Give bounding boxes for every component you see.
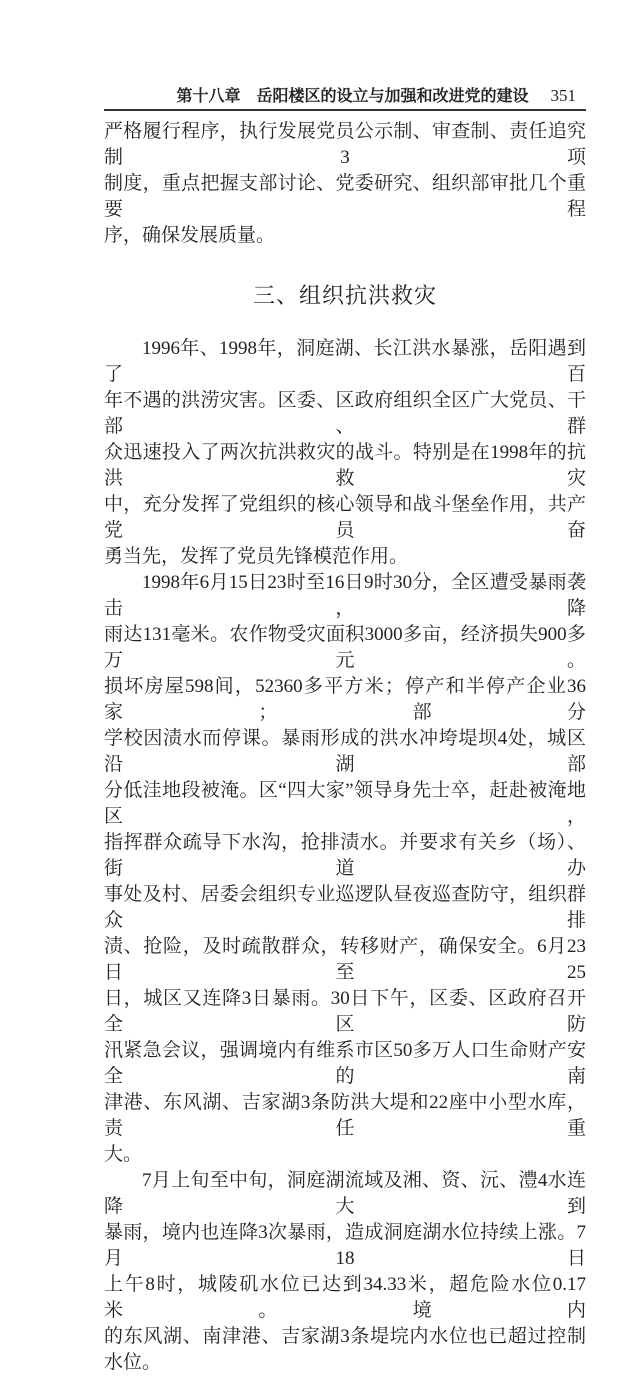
text-line: 津港、东风湖、吉家湖3条防洪大堤和22座中小型水库，责任重 xyxy=(104,1092,586,1139)
text-line: 的东风湖、南津港、吉家湖3条堤垸内水位也已超过控制水位。 xyxy=(104,1326,586,1373)
text-line: 暴雨，境内也连降3次暴雨，造成洞庭湖水位持续上涨。7月18日 xyxy=(104,1222,586,1269)
text-line: 学校因渍水而停课。暴雨形成的洪水冲垮堤坝4处，城区沿湖部 xyxy=(104,728,586,775)
text-line: 日，城区又连降3日暴雨。30日下午，区委、区政府召开全区防 xyxy=(104,988,586,1035)
text-line: 众迅速投入了两次抗洪救灾的战斗。特别是在1998年的抗洪救灾 xyxy=(104,442,586,489)
text-line: 渍、抢险，及时疏散群众，转移财产，确保安全。6月23日至25 xyxy=(104,936,586,983)
text-line: 损坏房屋598间，52360多平方米；停产和半停产企业36家；部分 xyxy=(104,676,586,723)
text-line: 序，确保发展质量。 xyxy=(104,225,276,246)
book-page xyxy=(104,0,586,1376)
main-text xyxy=(104,336,586,1376)
section-heading: 三、组织抗洪救灾 xyxy=(252,283,437,308)
text-line: 1998年6月15日23时至16日9时30分，全区遭受暴雨袭击，降 xyxy=(104,572,586,619)
paragraph xyxy=(104,570,586,1168)
text-line: 7月上旬至中旬，洞庭湖流域及湘、资、沅、澧4水连降大到 xyxy=(104,1170,586,1217)
text-line: 大。 xyxy=(104,1144,143,1165)
text-line: 分低洼地段被淹。区“四大家”领导身先士卒，赶赴被淹地区， xyxy=(104,780,586,827)
text-line: 严格履行程序，执行发展党员公示制、审查制、责任追究制3项 xyxy=(104,121,586,168)
page-number: 351 xyxy=(550,86,576,105)
chapter-title: 第十八章 岳阳楼区的设立与加强和改进党的建设 xyxy=(176,86,529,105)
running-header xyxy=(104,80,586,111)
text-line: 勇当先，发挥了党员先锋模范作用。 xyxy=(104,546,409,567)
paragraph xyxy=(104,1168,586,1376)
text-line: 制度，重点把握支部讨论、党委研究、组织部审批几个重要程 xyxy=(104,173,586,220)
text-line: 雨达131毫米。农作物受灾面积3000多亩，经济损失900多万元。 xyxy=(104,624,586,671)
text-line: 年不遇的洪涝灾害。区委、区政府组织全区广大党员、干部、群 xyxy=(104,390,586,437)
text-line: 上午8时，城陵矶水位已达到34.33米，超危险水位0.17米。境内 xyxy=(104,1274,586,1321)
text-line: 指挥群众疏导下水沟，抢排渍水。并要求有关乡（场）、街道办 xyxy=(104,832,586,879)
text-line: 1996年、1998年，洞庭湖、长江洪水暴涨，岳阳遇到了百 xyxy=(104,338,586,385)
text-line: 事处及村、居委会组织专业巡逻队昼夜巡查防守，组织群众排 xyxy=(104,884,586,931)
intro-paragraph xyxy=(104,119,586,249)
paragraph xyxy=(104,336,586,570)
text-line: 汛紧急会议，强调境内有维系市区50多万人口生命财产安全的南 xyxy=(104,1040,586,1087)
text-line: 中，充分发挥了党组织的核心领导和战斗堡垒作用，共产党员奋 xyxy=(104,494,586,541)
